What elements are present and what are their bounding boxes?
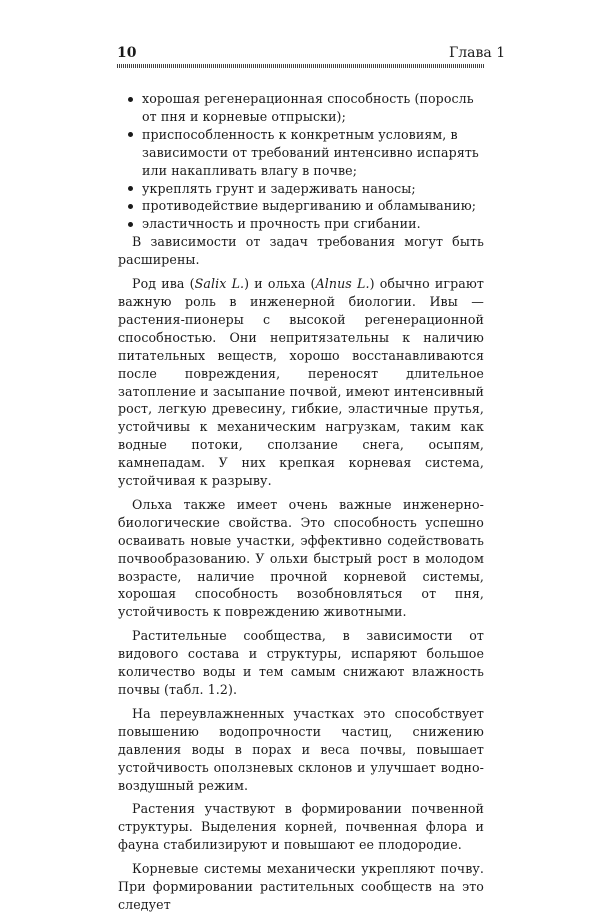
list-item: эластичность и прочность при сгибании. [118, 215, 484, 233]
list-item: противодействие выдергиванию и обламыванию; [118, 197, 484, 215]
paragraph: В зависимости от задач требования могут быть расширены. [118, 234, 484, 268]
paragraph: Растительные сообщества, в зависимости от видового состава и структуры, испаряют большое количество воды и тем самым снижают влажность почвы (табл. 1.2). [118, 628, 484, 697]
paragraph-text: ) и ольха ( [244, 276, 316, 292]
header-rule [117, 64, 485, 68]
paragraph: Растения участвуют в формировании почвенной структуры. Выделения корней, почвенная флора и фауна стабилизируют и повышают ее плодородие. [118, 801, 484, 853]
list-item: укреплять грунт и задерживать наносы; [118, 180, 484, 198]
latin-name-salix: Salix L. [194, 276, 245, 292]
list-item: приспособленность к конкретным условиям, в зависимости от требований интенсивно испарять или накапливать влагу в почве; [118, 126, 484, 180]
body-text [118, 90, 484, 914]
paragraph: Корневые системы механически укрепляют почву. При формировании растительных сообществ на это следует [118, 861, 484, 912]
paragraph: На переувлажненных участках это способствует повышению водопрочности частиц, снижению давления воды в порах и веса почвы, повышает устойчивость оползневых склонов и улучшает водно-воздушный режим. [118, 705, 484, 793]
latin-name-alnus: Alnus L. [315, 276, 370, 292]
page-number: 10 [117, 45, 137, 61]
paragraph-text: ) обычно играют важную роль в инженерной биологии. Ивы — растения-пионеры с высокой регенерационной способностью. Они непритязательны к наличию питательных веществ, хорошо восстанавливаются после повреждения, переносят длительное затопление и засыпание почвой, имеют интенсивный рост, легкую древесину, гибкие, эластичные прутья, устойчивы к механическим нагрузкам, таким как водные потоки, сползание снега, осыпям, камнепадам. У них крепкая корневая система, устойчивая к разрыву. [118, 276, 484, 489]
chapter-label: Глава 1 [449, 45, 506, 61]
list-item: хорошая регенерационная способность (поросль от пня и корневые отпрыски); [118, 90, 484, 126]
requirements-list [118, 90, 484, 233]
paragraph-text: Род ива ( [132, 276, 195, 292]
paragraph [118, 275, 484, 490]
paragraph: Ольха также имеет очень важные инженерно-биологические свойства. Это способность успешно осваивать новые участки, эффективно содействовать почвообразованию. У ольхи быстрый рост в молодом возрасте, наличие прочной корневой системы, хорошая способность возобновляться от пня, устойчивость к повреждению животными. [118, 496, 484, 620]
